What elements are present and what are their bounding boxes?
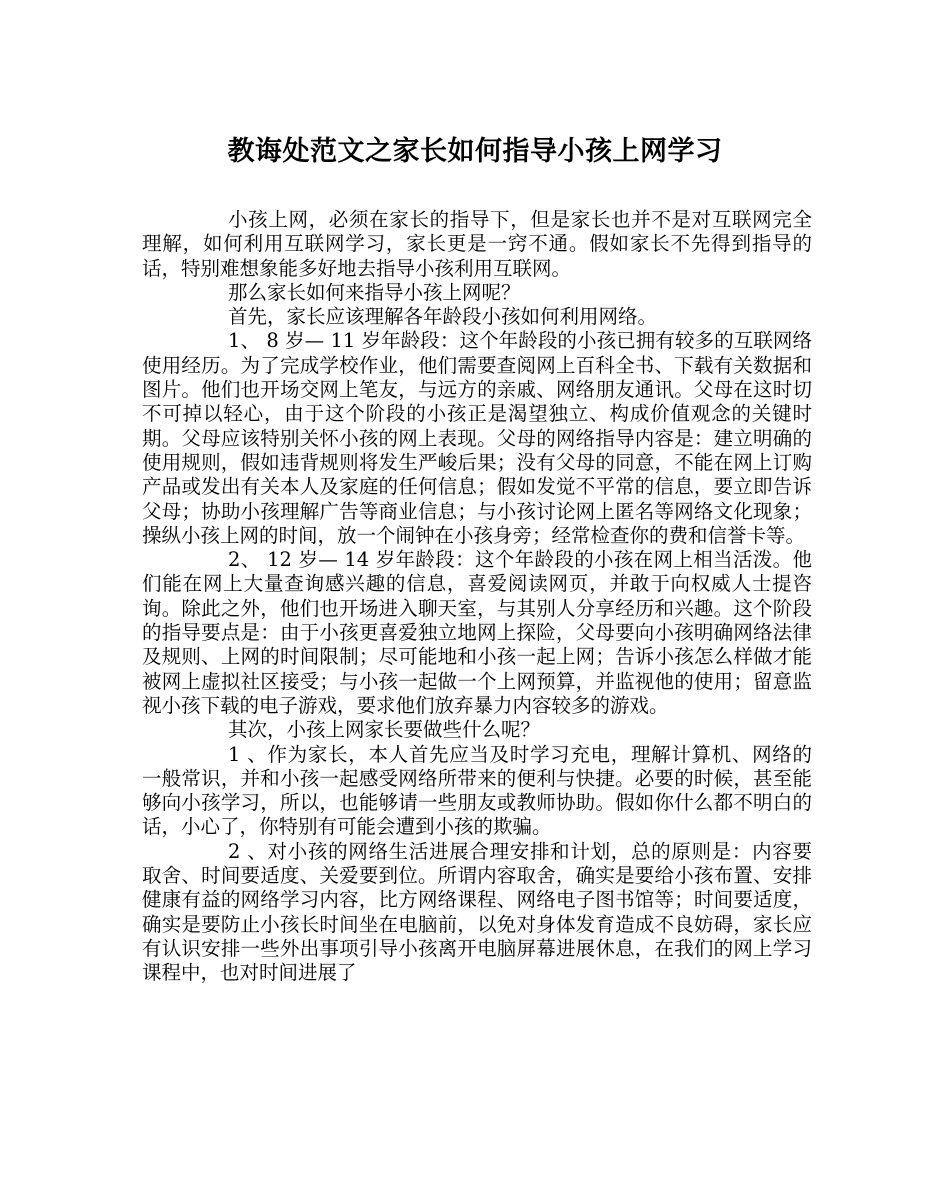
paragraph: 2 、对小孩的网络生活进展合理安排和计划，总的原则是：内容要取舍、时间要适度、关爱要到位。所谓内容取舍，确实是要给小孩布置、安排健康有益的网络学习内容，比方网络课程、网络电子图书馆等；时间要适度，确实是要防止小孩长时间坐在电脑前，以免对身体发育造成不良妨碍，家长应有认识安排一些外出事项引导小孩离开电脑屏幕进展休息，在我们的网上学习课程中，也对时间进展了	[142, 839, 812, 985]
paragraph: 其次，小孩上网家长要做些什么呢？	[228, 718, 541, 742]
paragraph: 那么家长如何来指导小孩上网呢？	[228, 280, 521, 304]
paragraph: 小孩上网，必须在家长的指导下，但是家长也并不是对互联网完全理解，如何利用互联网学习，家长更是一窍不通。假如家长不先得到指导的话，特别难想象能多好地去指导小孩利用互联网。	[142, 208, 812, 280]
document-body	[142, 208, 812, 986]
paragraph: 2、 12 岁— 14 岁年龄段：这个年龄段的小孩在网上相当活泼。他们能在网上大量查询感兴趣的信息，喜爱阅读网页，并敢于向权威人士提咨询。除此之外，他们也开场进入聊天室，与其别人分享经历和兴趣。这个阶段的指导要点是：由于小孩更喜爱独立地网上探险，父母要向小孩明确网络法律及规则、上网的时间限制；尽可能地和小孩一起上网；告诉小孩怎么样做才能被网上虚拟社区接受；与小孩一起做一个上网预算，并监视他的使用；留意监视小孩下载的电子游戏，要求他们放弃暴力内容较多的游戏。	[142, 548, 812, 717]
paragraph: 1、 8 岁— 11 岁年龄段：这个年龄段的小孩已拥有较多的互联网络使用经历。为了完成学校作业，他们需要查阅网上百科全书、下载有关数据和图片。他们也开场交网上笔友，与远方的亲戚、网络朋友通讯。父母在这时切不可掉以轻心，由于这个阶段的小孩正是渴望独立、构成价值观念的关键时期。父母应该特别关怀小孩的网上表现。父母的网络指导内容是：建立明确的使用规则，假如违背规则将发生严峻后果；没有父母的同意，不能在网上订购产品或发出有关本人及家庭的任何信息；假如发觉不平常的信息，要立即告诉父母；协助小孩理解广告等商业信息；与小孩讨论网上匿名等网络文化现象；操纵小孩上网的时间，放一个闹钟在小孩身旁；经常检查你的费和信誉卡等。	[142, 329, 812, 547]
document-title: 教诲处范文之家长如何指导小孩上网学习	[227, 136, 723, 167]
paragraph: 首先，家长应该理解各年龄段小孩如何利用网络。	[228, 305, 658, 329]
paragraph: 1 、作为家长，本人首先应当及时学习充电，理解计算机、网络的一般常识，并和小孩一起感受网络所带来的便利与快捷。必要的时候，甚至能够向小孩学习，所以，也能够请一些朋友或教师协助。假如你什么都不明白的话，小心了，你特别有可能会遭到小孩的欺骗。	[142, 742, 812, 839]
